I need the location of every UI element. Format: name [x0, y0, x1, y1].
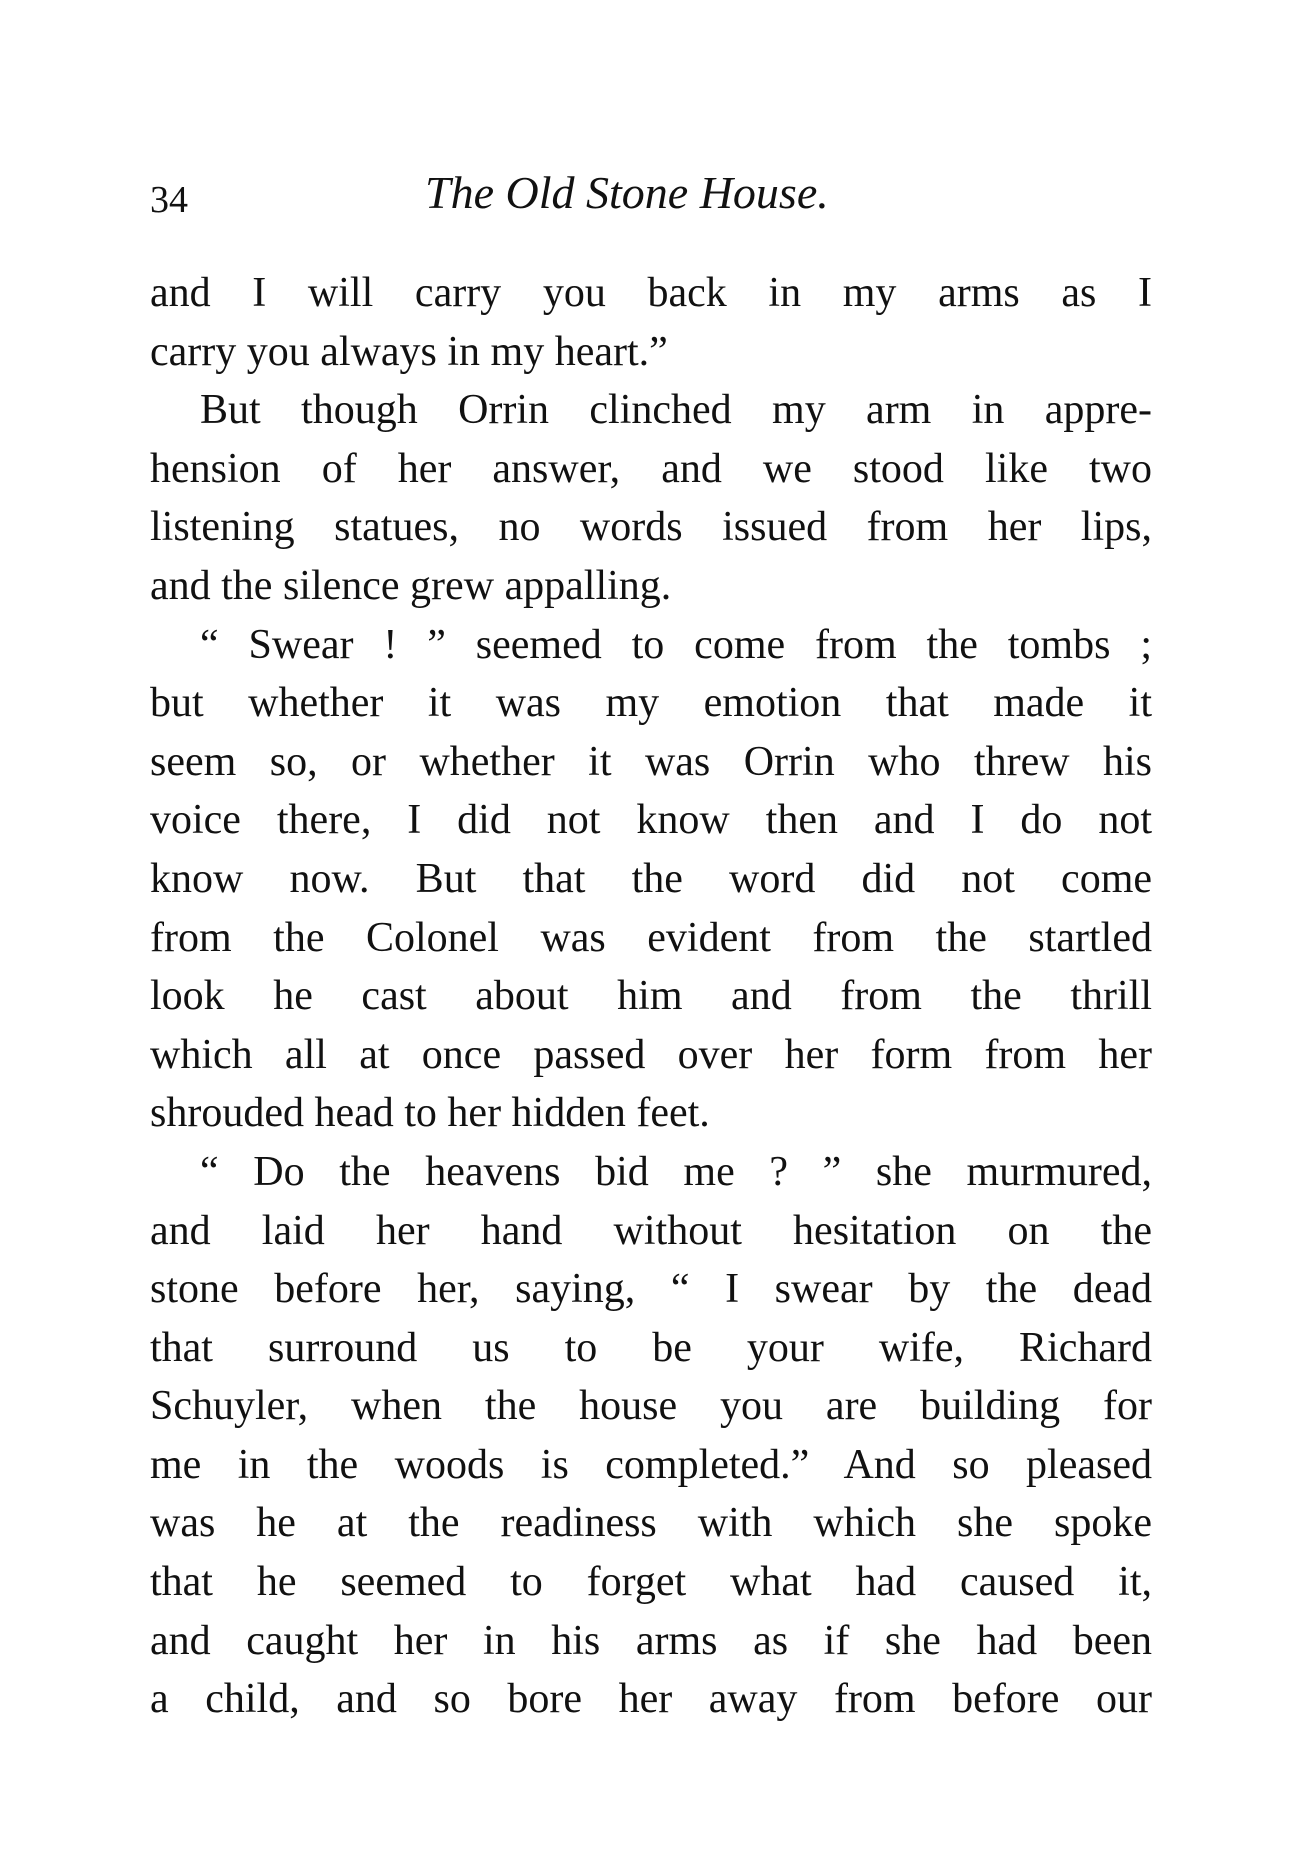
page-number: 34: [150, 179, 188, 221]
text-line: stone before her, saying, “ I swear by the dead: [150, 1266, 1152, 1313]
text-line: carry you always in my heart.”: [150, 328, 668, 375]
text-line: “ Swear ! ” seemed to come from the tombs ;: [200, 621, 1152, 668]
text-line: But though Orrin clinched my arm in appre-: [200, 387, 1152, 434]
text-line: and laid her hand without hesitation on the: [150, 1207, 1152, 1254]
text-line: me in the woods is completed.” And so pleased: [150, 1441, 1152, 1488]
text-line: and caught her in his arms as if she had been: [150, 1617, 1152, 1664]
text-line: hension of her answer, and we stood like two: [150, 445, 1152, 492]
text-line: seem so, or whether it was Orrin who threw his: [150, 738, 1152, 785]
text-line: from the Colonel was evident from the startled: [150, 914, 1152, 961]
text-line: “ Do the heavens bid me ? ” she murmured,: [200, 1148, 1152, 1195]
text-line: voice there, I did not know then and I do not: [150, 797, 1152, 844]
text-line: and the silence grew appalling.: [150, 562, 672, 609]
text-line: but whether it was my emotion that made it: [150, 680, 1152, 727]
text-line: Schuyler, when the house you are building for: [150, 1383, 1152, 1430]
text-line: and I will carry you back in my arms as I: [150, 270, 1152, 316]
text-line: look he cast about him and from the thrill: [150, 973, 1152, 1020]
text-line: was he at the readiness with which she spoke: [150, 1500, 1152, 1547]
text-line: listening statues, no words issued from her lips,: [150, 504, 1152, 551]
text-line: which all at once passed over her form from her: [150, 1031, 1152, 1078]
running-title: The Old Stone House.: [425, 167, 829, 218]
text-line: shrouded head to her hidden feet.: [150, 1090, 710, 1137]
page-header: [150, 168, 1150, 228]
text-line: that surround us to be your wife, Richard: [150, 1324, 1152, 1371]
text-line: that he seemed to forget what had caused it,: [150, 1559, 1152, 1606]
body-text: [150, 264, 1152, 1729]
text-line: a child, and so bore her away from before our: [150, 1676, 1152, 1723]
text-line: know now. But that the word did not come: [150, 855, 1152, 902]
